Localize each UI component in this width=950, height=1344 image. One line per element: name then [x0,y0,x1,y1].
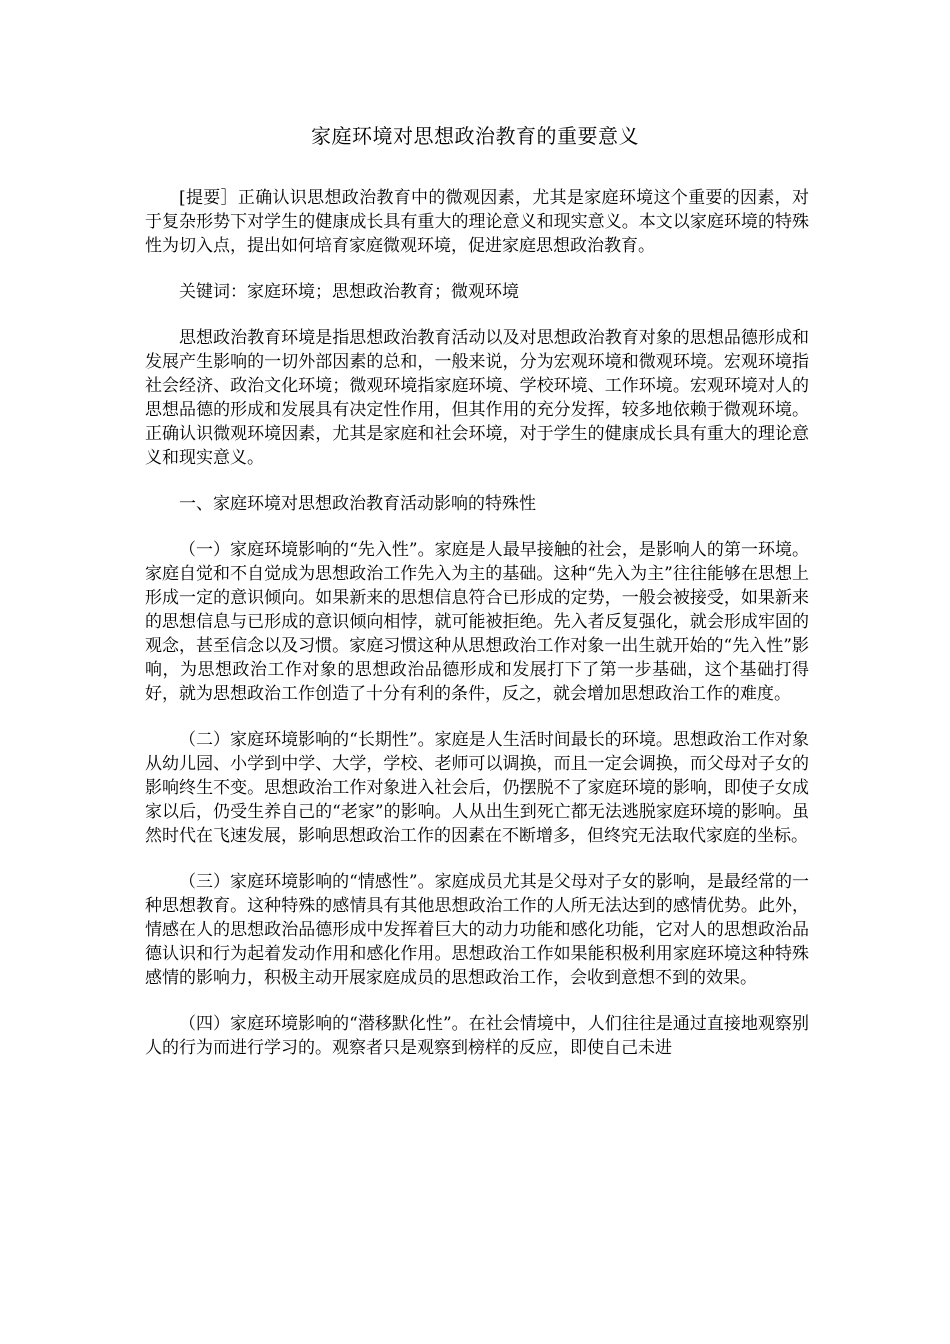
intro-paragraph: 思想政治教育环境是指思想政治教育活动以及对思想政治教育对象的思想品德形成和发展产生影响的一切外部因素的总和，一般来说，分为宏观环境和微观环境。宏观环境指社会经济、政治文化环境；微观环境指家庭环境、学校环境、工作环境。宏观环境对人的思想品德的形成和发展具有决定性作用，但其作用的充分发挥，较多地依赖于微观环境。正确认识微观环境因素，尤其是家庭和社会环境，对于学生的健康成长具有重大的理论意义和现实意义。 [145,328,809,468]
document-body [145,186,809,1082]
section-heading: 一、家庭环境对思想政治教育活动影响的特殊性 [179,494,536,514]
point-four-paragraph: （四）家庭环境影响的“潜移默化性”。在社会情境中，人们往往是通过直接地观察别人的行为而进行学习的。观察者只是观察到榜样的反应，即使自己未进 [145,1014,809,1058]
keywords-paragraph: 关键词：家庭环境；思想政治教育；微观环境 [179,282,519,302]
point-one-paragraph: （一）家庭环境影响的“先入性”。家庭是人最早接触的社会，是影响人的第一环境。家庭自觉和不自觉成为思想政治工作先入为主的基础。这种“先入为主”往往能够在思想上形成一定的意识倾向。如果新来的思想信息符合已形成的定势，一般会被接受，如果新来的思想信息与已形成的意识倾向相悖，就可能被拒绝。先入者反复强化，就会形成牢固的观念，甚至信念以及习惯。家庭习惯这种从思想政治工作对象一出生就开始的“先入性”影响，为思想政治工作对象的思想政治品德形成和发展打下了第一步基础，这个基础打得好，就为思想政治工作创造了十分有利的条件，反之，就会增加思想政治工作的难度。 [145,540,809,704]
abstract-paragraph: [提要］正确认识思想政治教育中的微观因素，尤其是家庭环境这个重要的因素，对于复杂形势下对学生的健康成长具有重大的理论意义和现实意义。本文以家庭环境的特殊性为切入点，提出如何培育家庭微观环境，促进家庭思想政治教育。 [145,188,809,256]
document-title: 家庭环境对思想政治教育的重要意义 [311,124,639,148]
point-two-paragraph: （二）家庭环境影响的“长期性”。家庭是人生活时间最长的环境。思想政治工作对象从幼儿园、小学到中学、大学，学校、老师可以调换，而且一定会调换，而父母对子女的影响终生不变。思想政治工作对象进入社会后，仍摆脱不了家庭环境的影响，即使子女成家以后，仍受生养自己的“老家”的影响。人从出生到死亡都无法逃脱家庭环境的影响。虽然时代在飞速发展，影响思想政治工作的因素在不断增多，但终究无法取代家庭的坐标。 [145,730,809,846]
point-three-paragraph: （三）家庭环境影响的“情感性”。家庭成员尤其是父母对子女的影响，是最经常的一种思想教育。这种特殊的感情具有其他思想政治工作的人所无法达到的感情优势。此外，情感在人的思想政治品德形成中发挥着巨大的动力功能和感化功能，它对人的思想政治品德认识和行为起着发动作用和感化作用。思想政治工作如果能积极利用家庭环境这种特殊感情的影响力，积极主动开展家庭成员的思想政治工作，会收到意想不到的效果。 [145,872,809,988]
